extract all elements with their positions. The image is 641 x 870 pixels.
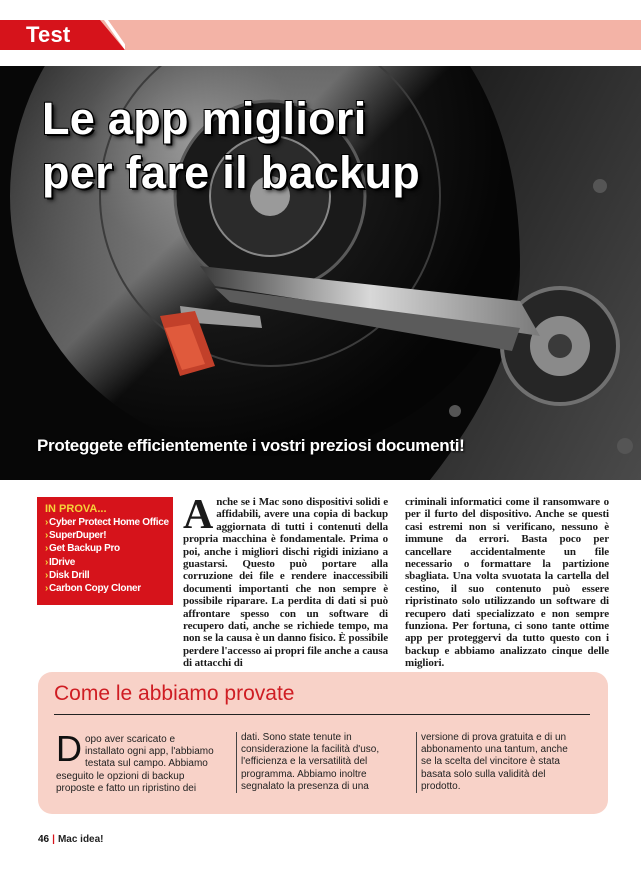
hero-image: [0, 66, 641, 480]
chevron-right-icon: ›: [45, 530, 49, 542]
footer-separator: |: [52, 834, 55, 845]
magazine-name: Mac idea!: [57, 834, 104, 845]
how-column-3: versione di prova gratuita e di un abbonamento una tantum, anche se la scelta del vincitore è stata basata solo sulla validità del prodotto.: [416, 732, 576, 793]
page-number: 46: [38, 834, 50, 845]
how-dropcap: D: [56, 728, 82, 769]
article-column-1-text: nche se i Mac sono dispositivi solidi e affidabili, avere una copia di backup aggiornata di tutti i contenuti della propria macchina è fondamentale. Prima o poi, anche i migliori dischi rigidi iniziano a guastarsi. Questo può portare alla corruzione dei file e rendere inaccessibili documenti importanti che non sempre è possibile riparare. La perdita di dati si può affrontare spesso con un software di recupero dati, anche se richiede tempo, ma non se la causa è un danno fisico. È possibile perdere l'accesso ai propri file anche a causa di attacchi di: [183, 496, 388, 670]
article-subtitle: Proteggete efficientemente i vostri preziosi documenti!: [37, 436, 465, 455]
chevron-right-icon: ›: [45, 556, 49, 568]
section-tab: [0, 20, 125, 50]
how-column-2: dati. Sono state tenute in considerazione la facilità d'uso, l'efficienza e la versatilità del programma. Abbiamo inoltre segnalato la presenza di una: [236, 732, 396, 793]
article-title-line-1: Le app migliori: [42, 93, 367, 144]
tested-app-item: ›Carbon Copy Cloner: [45, 583, 141, 595]
tested-app-item: ›SuperDuper!: [45, 530, 107, 542]
tested-app-item: ›Cyber Protect Home Office: [45, 517, 169, 528]
tested-apps-heading: IN PROVA...: [45, 503, 107, 515]
article-column-1: [183, 492, 388, 670]
article-title-line-2: per fare il backup: [42, 147, 421, 198]
tested-apps-list: [45, 516, 169, 595]
article-column-2: criminali informatici come il ransomware o per il furto del dispositivo. Anche se questi casi estremi non si verificano, nessuno è immune da errori. Basta poco per cancellare accidentalmente un file necessario o formattare la partizione sbagliata. Una volta svuotata la cartella del cestino, il suo contenuto può essere ripristinato solo utilizzando un software di recupero dati specializzato e non sempre funziona. Per fortuna, ci sono tante ottime app per proteggervi da tutto questo con i backup e abbiamo analizzato cinque delle migliori.: [405, 496, 609, 670]
how-column-1: [56, 728, 216, 795]
chevron-right-icon: ›: [45, 543, 49, 555]
how-we-tested-box: [38, 672, 608, 814]
how-we-tested-heading: Come le abbiamo provate: [54, 682, 295, 705]
page-footer: [38, 834, 104, 845]
chevron-right-icon: ›: [45, 583, 49, 595]
section-tab-label: Test: [26, 22, 71, 47]
tested-app-item: ›Get Backup Pro: [45, 543, 120, 555]
chevron-right-icon: ›: [45, 569, 49, 581]
tested-apps-box: [37, 497, 173, 605]
article-title: [42, 92, 420, 200]
tested-app-item: ›Disk Drill: [45, 569, 90, 581]
article-dropcap: A: [183, 492, 214, 538]
chevron-right-icon: ›: [45, 517, 49, 528]
how-column-1-text: opo aver scaricato e installato ogni app, l'abbiamo testata sul campo. Abbiamo eseguito le opzioni di backup proposte e fatto un ripristino dei: [56, 734, 214, 794]
tested-app-item: ›IDrive: [45, 556, 76, 568]
divider: [54, 714, 590, 715]
